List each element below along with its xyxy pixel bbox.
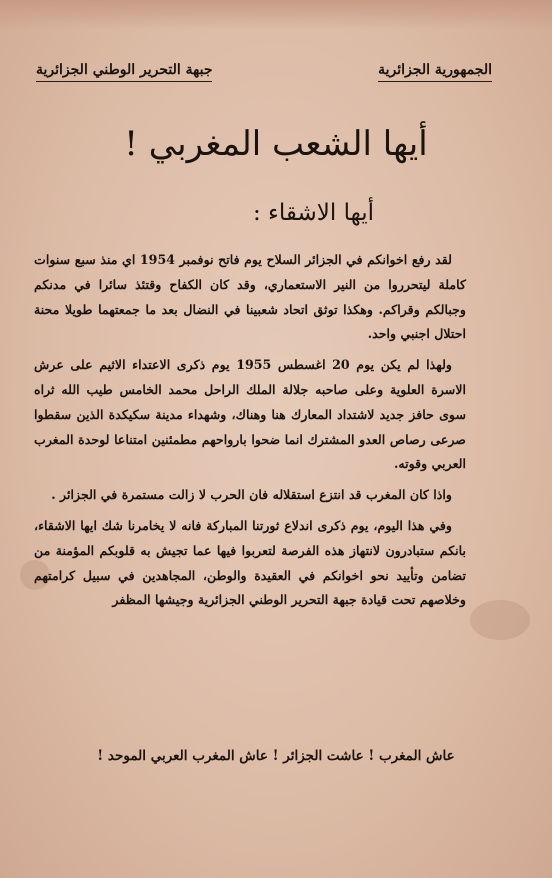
- closing-slogan: عاش المغرب ! عاشت الجزائر ! عاش المغرب العربي الموحد !: [97, 748, 455, 764]
- letter-body: [34, 248, 466, 619]
- page-title: أيها الشعب المغربي !: [124, 124, 428, 164]
- paper-stain: [470, 600, 530, 640]
- republic-header: الجمهورية الجزائرية: [378, 62, 492, 82]
- paragraph: وفي هذا اليوم، يوم ذكرى اندلاع ثورتنا المباركة فانه لا يخامرنا شك ايها الاشقاء، بانكم ستبادرون لانتهاز هذه الفرصة لتعربوا فيها عما تجيش به قلوبكم المؤمنة من تضامن وتأييد نحو اخوانكم في العقيدة والوطن، المجاهدين في سبيل كرامتهم وخلاصهم تحت قيادة جبهة التحرير الوطني الجزائرية وجيشها المظفر: [34, 517, 466, 608]
- document-header: [36, 62, 492, 88]
- paragraph: ولهذا لم يكن يوم 20 اغسطس 1955 يوم ذكرى الاعتداء الاثيم على عرش الاسرة العلوية وعلى صاحبه جلالة الملك الراحل محمد الخامس طيب الله ثراه سوى حافز جديد لاشتداد المعارك هنا وهناك، وشهداء مدينة سكيكدة الذين سقطوا صرعى رصاص العدو المشترك انما ضحوا بارواحهم مطمئنين امتناعا لوحدة المغرب العربي وقوته.: [34, 357, 466, 472]
- paragraph: واذا كان المغرب قد انتزع استقلاله فان الحرب لا زالت مستمرة في الجزائر .: [51, 487, 452, 503]
- paper-edge: [0, 0, 552, 30]
- paragraph: لقد رفع اخوانكم في الجزائر السلاح يوم فاتح نوفمبر 1954 اي منذ سبع سنوات كاملة ليتحرروا من النير الاستعماري، وقد كان الكفاح وقتئذ سائرا في مدنكم وجبالكم وقراكم. وهكذا توثق اتحاد شعبينا في النضال بعد ما جمعتهما طويلا محنة احتلال اجنبي واحد.: [34, 252, 466, 342]
- salutation: أيها الاشقاء :: [252, 200, 374, 226]
- fln-header: جبهة التحرير الوطني الجزائرية: [36, 62, 212, 82]
